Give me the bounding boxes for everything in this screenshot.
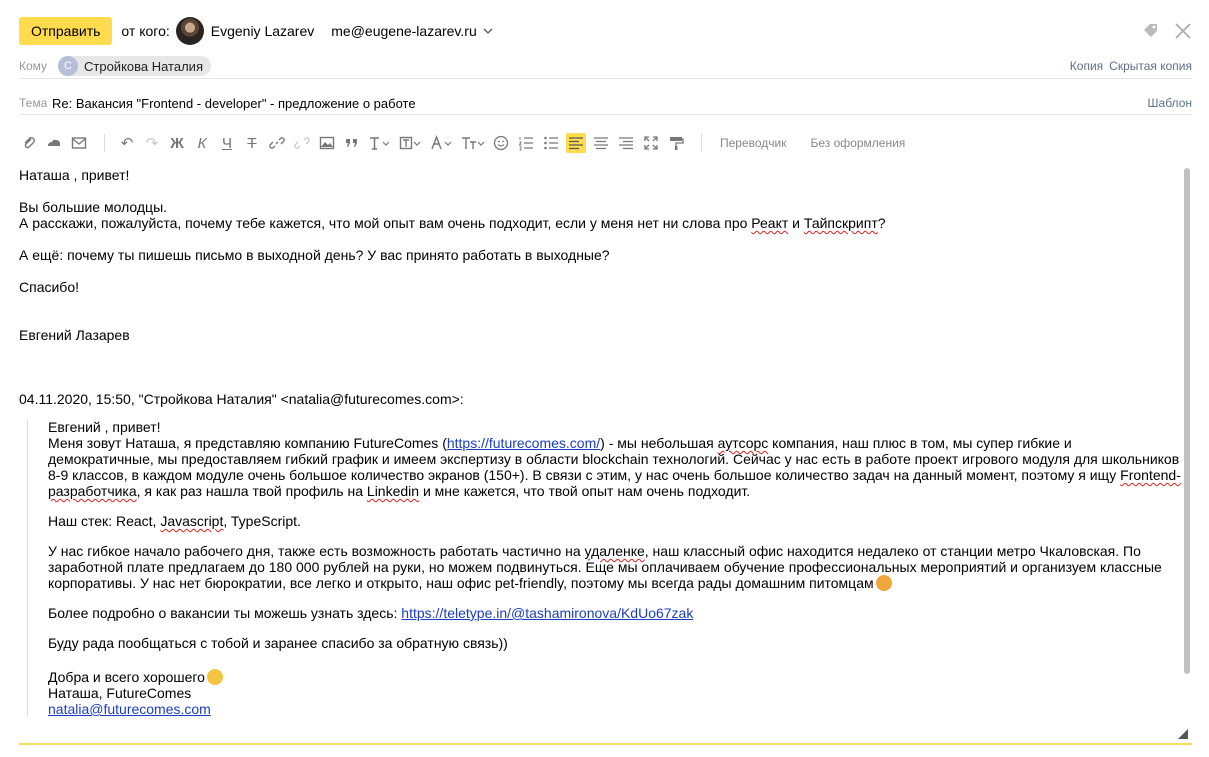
image-icon[interactable] <box>317 133 337 153</box>
spell-error-word: Frontend-разработчика <box>48 467 1181 499</box>
redo-icon[interactable]: ↷ <box>145 135 159 152</box>
quote-intro: Меня зовут Наташа, я представляю компанию FutureComes (https://futurecomes.com/) - мы небольшая аутсорс компания, наш плюс в том, мы супер гибкие и демократичные, мы предоставляем гибкий график и имеем экспертизу в области blockchain технологий. Сейчас у нас есть в работе проект игрового модуля для школьников 8-9 классов, в каждом модуле очень большое количество экранов (150+). В связи с этим, у нас очень большое количество задач на данный момент, поэтому я ищу Frontend-разработчика, я как раз нашла твой профиль на Linkedin и мне кажется, что твой опыт нам очень подходит. <box>48 435 1181 499</box>
format-painter-icon[interactable] <box>666 133 686 153</box>
align-center-icon[interactable] <box>591 133 611 153</box>
quote-sign-email-line <box>48 701 1181 717</box>
align-right-icon[interactable] <box>616 133 636 153</box>
numbered-list-icon[interactable] <box>516 133 536 153</box>
template-area <box>1148 96 1192 110</box>
editor-focus-line <box>19 743 1192 745</box>
editor-scrollbar[interactable] <box>1184 168 1190 674</box>
subject-label: Тема <box>19 96 48 110</box>
tag-icon[interactable] <box>1142 22 1160 40</box>
body-thanks: Спасибо! <box>19 279 79 295</box>
text-style-icon[interactable] <box>460 133 486 153</box>
toolbar-divider <box>701 134 702 152</box>
align-left-icon[interactable] <box>566 133 586 153</box>
body-signature: Евгений Лазарев <box>19 327 130 343</box>
link-icon[interactable] <box>267 133 287 153</box>
chevron-down-icon <box>483 26 493 36</box>
undo-icon[interactable]: ↶ <box>120 135 134 152</box>
attach-icon[interactable] <box>19 133 39 153</box>
recipient-avatar: С <box>58 56 78 76</box>
underline-button[interactable]: Ч <box>222 134 232 152</box>
spell-error-word: Linkedin <box>366 483 420 499</box>
quote-greeting: Евгений , привет! <box>48 419 161 435</box>
spell-error-word: удаленке <box>584 543 645 559</box>
unlink-icon[interactable] <box>292 133 312 153</box>
smiling-face-emoji-icon <box>207 669 223 685</box>
bcc-link[interactable]: Скрытая копия <box>1109 59 1192 73</box>
spell-error-word: аутсорс <box>717 435 769 451</box>
send-button[interactable]: Отправить <box>19 17 112 45</box>
recipient-chip[interactable] <box>58 56 211 76</box>
cc-link[interactable]: Копия <box>1069 59 1104 73</box>
recipients-row[interactable] <box>19 54 1192 79</box>
quote-conditions: У нас гибкое начало рабочего дня, также есть возможность работать частично на удаленке, наш классный офис находится недалеко от станции метро Чкаловская. По заработной плате предлагаем до 180 000 рублей на руки, но можем подвинуться. Еще мы оплачиваем обучение профессиональных мероприятий и организуем классные корпоративы. У нас нет бюрократии, все легко и открыто, наш офис pet-friendly, поэтому мы всегда рады домашним питомцам <box>48 543 1162 591</box>
quote-sign-name: Наташа, FutureComes <box>48 685 192 701</box>
copy-links <box>1070 59 1192 73</box>
font-family-icon[interactable] <box>429 133 455 153</box>
sender-email-link[interactable]: natalia@futurecomes.com <box>48 701 211 717</box>
quote-feedback: Буду рада пообщаться с тобой и заранее спасибо за обратную связь)) <box>48 635 508 651</box>
message-body-editor[interactable] <box>19 166 1181 742</box>
vacancy-link[interactable]: https://teletype.in/@tashamironova/KdUo67zak <box>401 605 694 621</box>
spell-error-word: Javascript <box>160 513 224 529</box>
cat-face-emoji-icon <box>876 575 892 591</box>
italic-button[interactable]: К <box>197 134 207 152</box>
quoted-message <box>27 419 1181 717</box>
body-line: А ещё: почему ты пишешь письмо в выходной день? У вас принято работать в выходные? <box>19 247 610 263</box>
close-icon[interactable] <box>1174 22 1192 40</box>
text-color-icon[interactable] <box>398 133 424 153</box>
quote-icon[interactable] <box>342 133 362 153</box>
header-actions <box>1142 22 1192 40</box>
subject-row[interactable] <box>19 92 1192 115</box>
quote-stack: Наш стек: React, Javascript, TypeScript. <box>48 513 301 529</box>
body-line: А расскажи, пожалуйста, почему тебе кажется, что мой опыт вам очень подходит, если у меня нет ни слова про Реакт и Тайпскрипт? <box>19 215 886 231</box>
body-greeting: Наташа , привет! <box>19 167 130 183</box>
spell-error-word: Тайпскрипт <box>803 215 878 231</box>
translator-button[interactable]: Переводчик <box>720 136 787 150</box>
futurecomes-link[interactable]: https://futurecomes.com/ <box>446 435 601 451</box>
recipient-name: Стройкова Наталия <box>84 58 203 74</box>
no-format-button[interactable]: Без оформления <box>810 136 906 150</box>
quote-header: 04.11.2020, 15:50, "Стройкова Наталия" <natalia@futurecomes.com>: <box>19 391 464 407</box>
fullscreen-icon[interactable] <box>641 133 661 153</box>
spell-error-word: Реакт <box>751 215 789 231</box>
template-link[interactable]: Шаблон <box>1147 96 1192 110</box>
compose-header <box>19 16 1192 46</box>
quote-more: Более подробно о вакансии ты можешь узнать здесь: https://teletype.in/@tashamironova/KdUo67zak <box>48 605 694 621</box>
quote-bye: Добра и всего хорошего <box>48 669 1181 685</box>
sender-email: me@eugene-lazarev.ru <box>331 23 477 39</box>
from-label: от кого: <box>121 23 170 39</box>
sender-name: Evgeniy Lazarev <box>210 23 315 39</box>
sender-avatar <box>176 17 204 45</box>
bullet-list-icon[interactable] <box>541 133 561 153</box>
mail-attach-icon[interactable] <box>69 133 89 153</box>
body-line: Вы большие молодцы. <box>19 199 168 215</box>
cloud-attach-icon[interactable] <box>44 133 64 153</box>
to-label: Кому <box>19 59 48 73</box>
toolbar-divider <box>104 134 105 152</box>
resize-handle-icon[interactable] <box>1178 729 1188 739</box>
emoji-icon[interactable] <box>491 133 511 153</box>
format-toolbar <box>19 130 1192 156</box>
font-size-icon[interactable] <box>367 133 393 153</box>
strike-button[interactable]: Т <box>247 134 257 152</box>
subject-input[interactable]: Re: Вакансия "Frontend - developer" - предложение о работе <box>52 95 416 111</box>
sender-email-select[interactable] <box>331 23 492 39</box>
bold-button[interactable]: Ж <box>170 134 184 152</box>
